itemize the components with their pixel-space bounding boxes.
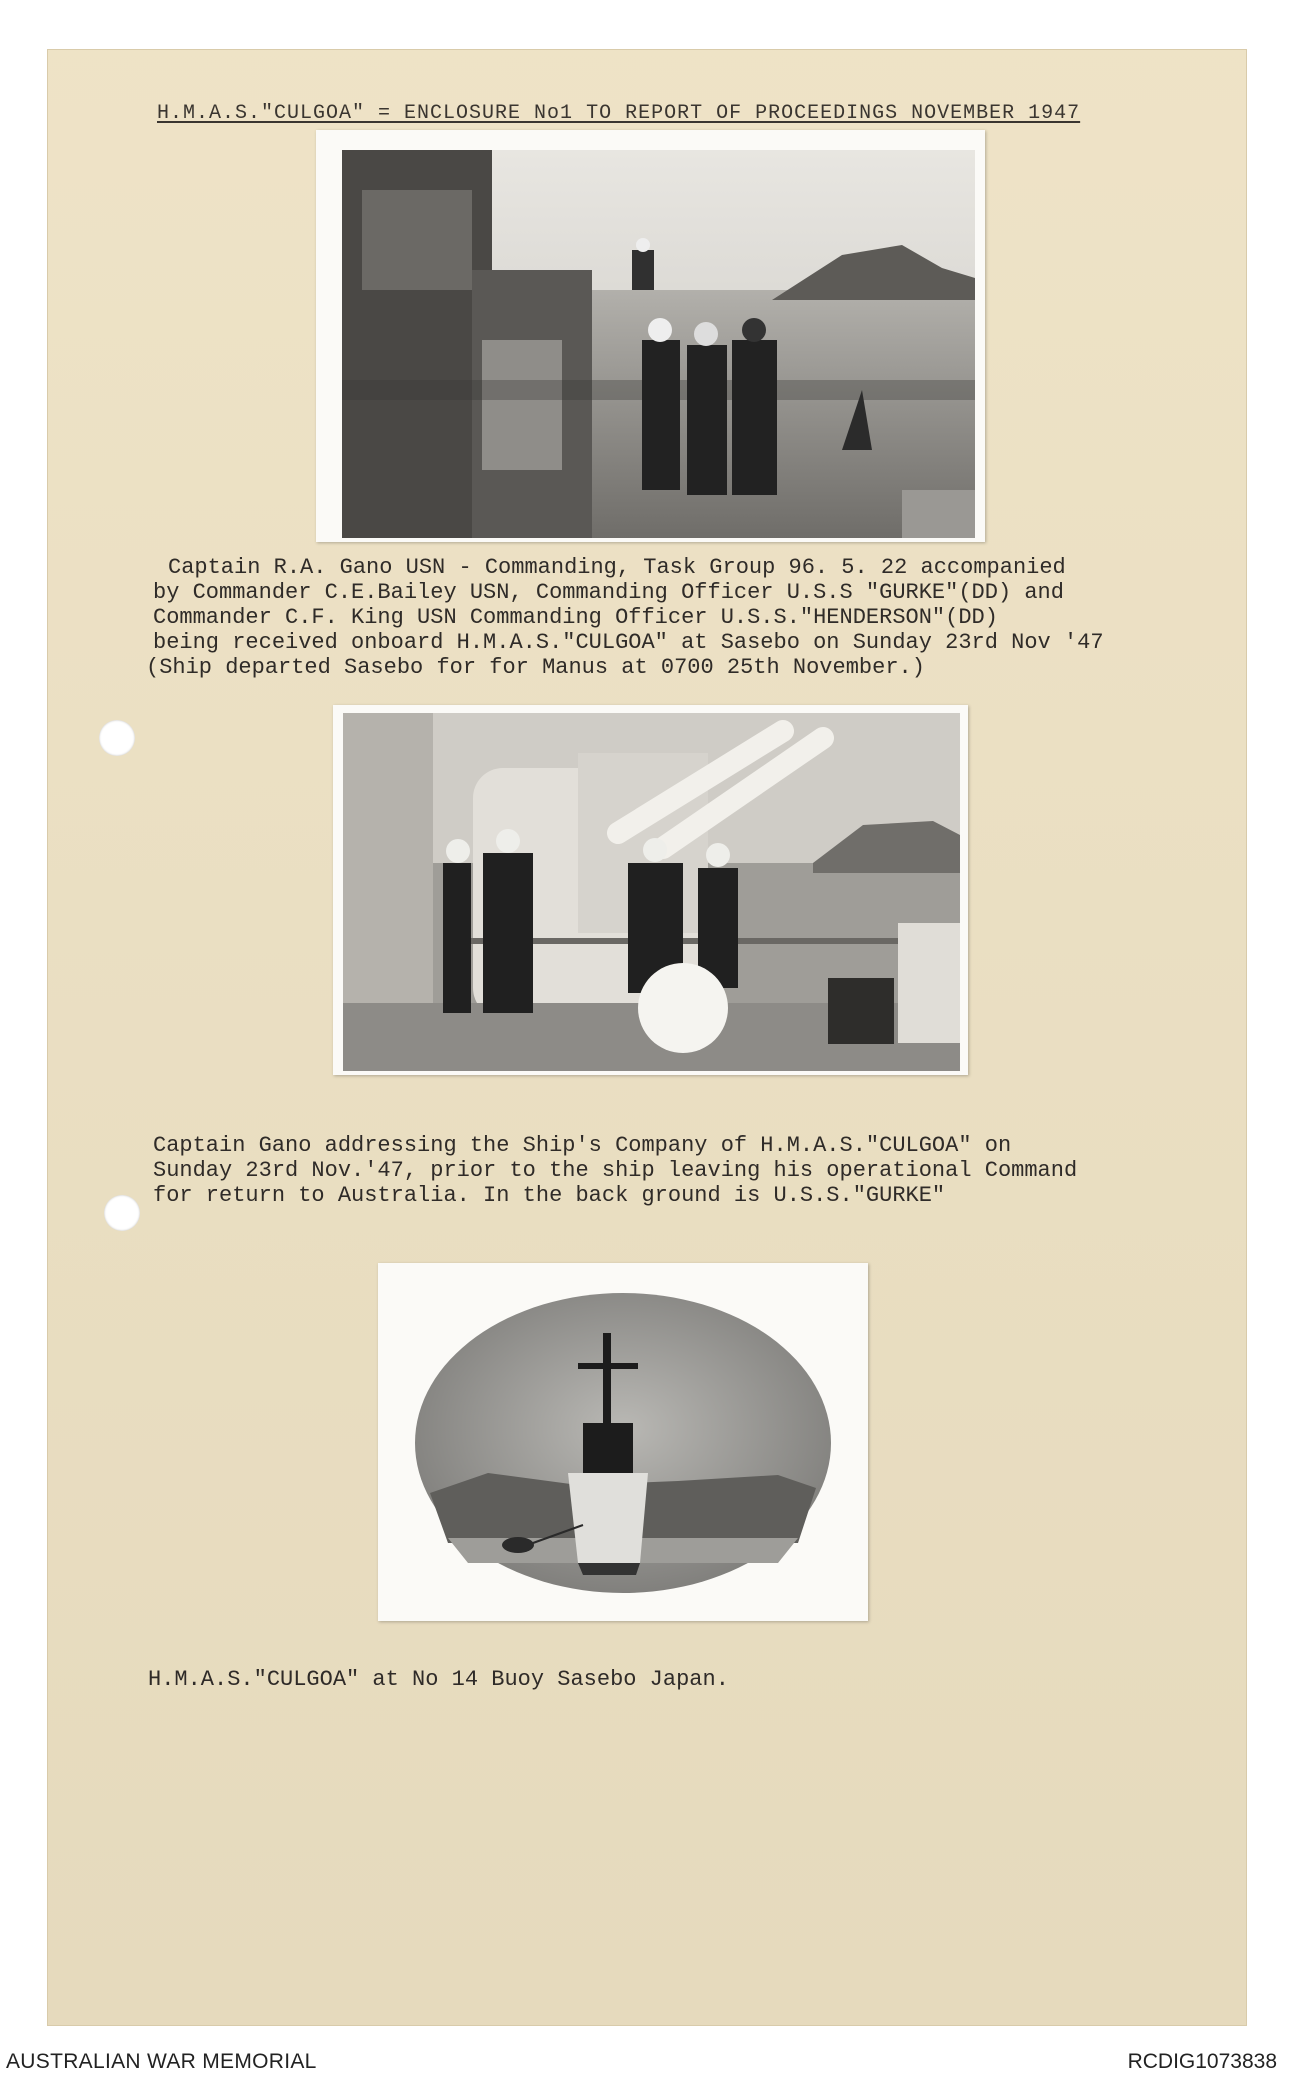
caption-2-line-3: for return to Australia. In the back ground is U.S.S."GURKE" — [153, 1183, 946, 1208]
caption-2-line-1: Captain Gano addressing the Ship's Company of H.M.A.S."CULGOA" on — [153, 1133, 1012, 1158]
photo-ship-at-buoy — [378, 1263, 868, 1621]
photo-2-mount — [333, 705, 968, 1075]
photo-officers-boarding — [342, 150, 975, 538]
caption-1-line-2: by Commander C.E.Bailey USN, Commanding Officer U.S.S "GURKE"(DD) and — [153, 580, 1064, 605]
archive-credit: AUSTRALIAN WAR MEMORIAL — [6, 2050, 317, 2073]
caption-1-line-4: being received onboard H.M.A.S."CULGOA" at Sasebo on Sunday 23rd Nov '47 — [153, 630, 1104, 655]
archive-reference: RCDIG1073838 — [1127, 2050, 1277, 2073]
caption-3: H.M.A.S."CULGOA" at No 14 Buoy Sasebo Japan. — [148, 1667, 729, 1692]
caption-2-line-2: Sunday 23rd Nov.'47, prior to the ship leaving his operational Command — [153, 1158, 1078, 1183]
caption-1-line-5: (Ship departed Sasebo for for Manus at 0700 25th November.) — [146, 655, 925, 680]
photo-3-mount — [378, 1263, 868, 1621]
caption-1-line-3: Commander C.F. King USN Commanding Officer U.S.S."HENDERSON"(DD) — [153, 605, 998, 630]
enclosure-header: H.M.A.S."CULGOA" = ENCLOSURE No1 TO REPORT OF PROCEEDINGS NOVEMBER 1947 — [157, 102, 1081, 125]
photo-captain-addressing-crew — [343, 713, 960, 1071]
photo-1-mount — [316, 130, 985, 542]
caption-1-line-1: Captain R.A. Gano USN - Commanding, Task Group 96. 5. 22 accompanied — [168, 555, 1066, 580]
punch-hole-top — [99, 720, 135, 756]
punch-hole-bottom — [104, 1195, 140, 1231]
